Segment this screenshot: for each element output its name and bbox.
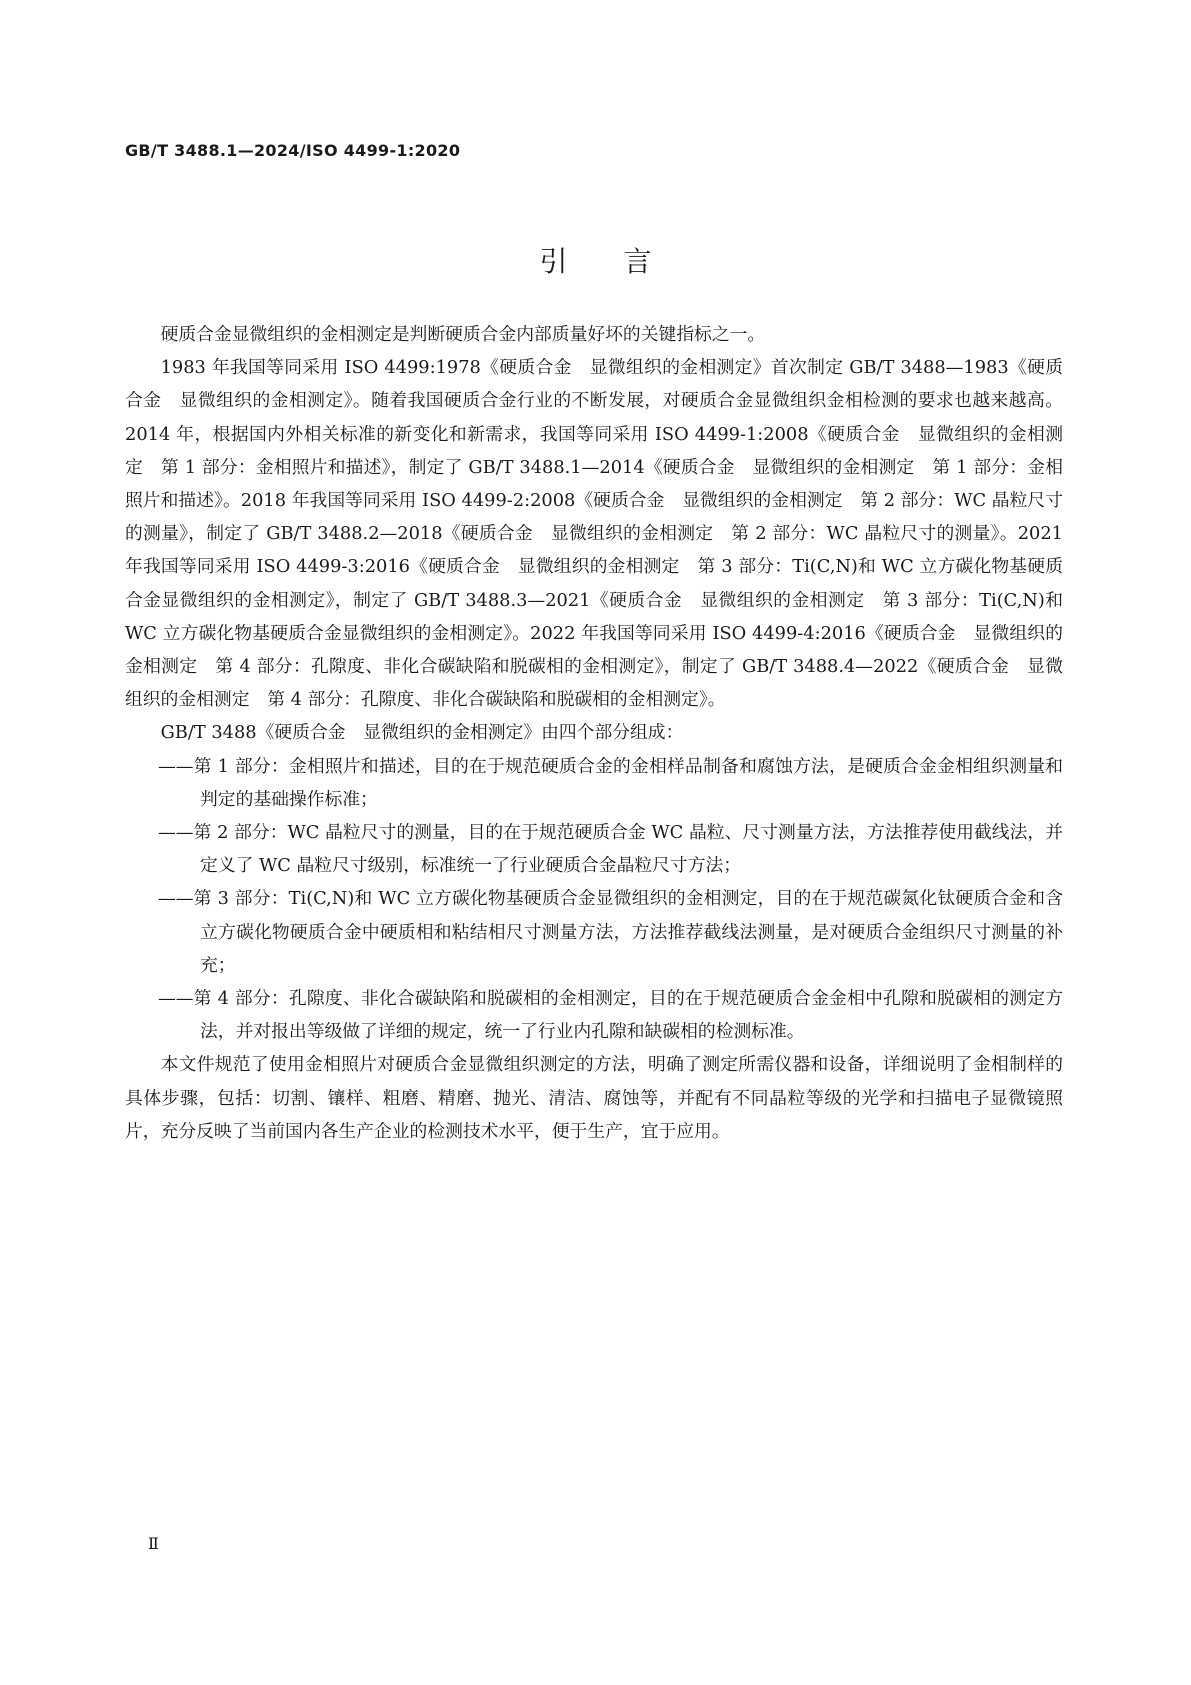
parts-list [125, 750, 1063, 1049]
parts-intro-paragraph: GB/T 3488《硬质合金 显微组织的金相测定》由四个部分组成： [160, 722, 684, 744]
history-paragraph: 1983 年我国等同采用 ISO 4499:1978《硬质合金 显微组织的金相测定》首次制定 GB/T 3488—1983《硬质合金 显微组织的金相测定》。随着我国硬质合金行业的不断发展，对硬质合金显微组织金相检测的要求也越来越高。2014 年，根据国内外相关标准的新变化和新需求，我国等同采用 ISO 4499-1:2008《硬质合金 显微组织的金相测定 第 1 部分：金相照片和描述》，制定了 GB/T 3488.1—2014《硬质合金 显微组织的金相测定 第 1 部分：金相照片和描述》。2018 年我国等同采用 ISO 4499-2:2008《硬质合金 显微组织的金相测定 第 2 部分：WC 晶粒尺寸的测量》，制定了 GB/T 3488.2—2018《硬质合金 显微组织的金相测定 第 2 部分：WC 晶粒尺寸的测量》。2021 年我国等同采用 ISO 4499-3:2016《硬质合金 显微组织的金相测定 第 3 部分：Ti(C,N)和 WC 立方碳化物基硬质合金显微组织的金相测定》，制定了 GB/T 3488.3—2021《硬质合金 显微组织的金相测定 第 3 部分：Ti(C,N)和 WC 立方碳化物基硬质合金显微组织的金相测定》。2022 年我国等同采用 ISO 4499-4:2016《硬质合金 显微组织的金相测定 第 4 部分：孔隙度、非化合碳缺陷和脱碳相的金相测定》，制定了 GB/T 3488.4—2022《硬质合金 显微组织的金相测定 第 4 部分：孔隙度、非化合碳缺陷和脱碳相的金相测定》。 [125, 357, 1063, 711]
intro-paragraph: 硬质合金显微组织的金相测定是判断硬质合金内部质量好坏的关键指标之一。 [160, 324, 766, 345]
closing-paragraph: 本文件规范了使用金相照片对硬质合金显微组织测定的方法，明确了测定所需仪器和设备，详细说明了金相制样的具体步骤，包括：切割、镶样、粗磨、精磨、抛光、清洁、腐蚀等，并配有不同晶粒等级的光学和扫描电子显微镜照片，充分反映了当前国内各生产企业的检测技术水平，便于生产，宜于应用。 [125, 1054, 1063, 1142]
introduction-body [125, 318, 1063, 1148]
parts-list-item-2: ——第 2 部分：WC 晶粒尺寸的测量，目的在于规范硬质合金 WC 晶粒、尺寸测量方法，方法推荐使用截线法，并定义了 WC 晶粒尺寸级别，标准统一了行业硬质合金晶粒尺寸方法； [158, 822, 1063, 877]
standard-number-header: GB/T 3488.1—2024/ISO 4499-1:2020 [125, 141, 461, 160]
parts-list-item-4: ——第 4 部分：孔隙度、非化合碳缺陷和脱碳相的金相测定，目的在于规范硬质合金金相中孔隙和脱碳相的测定方法，并对报出等级做了详细的规定，统一了行业内孔隙和缺碳相的检测标准。 [158, 988, 1063, 1043]
parts-list-item-3: ——第 3 部分：Ti(C,N)和 WC 立方碳化物基硬质合金显微组织的金相测定，目的在于规范碳氮化钛硬质合金和含立方碳化物硬质合金中硬质相和粘结相尺寸测量方法，方法推荐截线法测量，是对硬质合金组织尺寸测量的补充； [158, 888, 1063, 976]
parts-list-item-1: ——第 1 部分：金相照片和描述，目的在于规范硬质合金的金相样品制备和腐蚀方法，是硬质合金金相组织测量和判定的基础操作标准； [158, 755, 1063, 810]
page-title: 引言 [539, 245, 708, 278]
page-number: Ⅱ [148, 1534, 159, 1553]
